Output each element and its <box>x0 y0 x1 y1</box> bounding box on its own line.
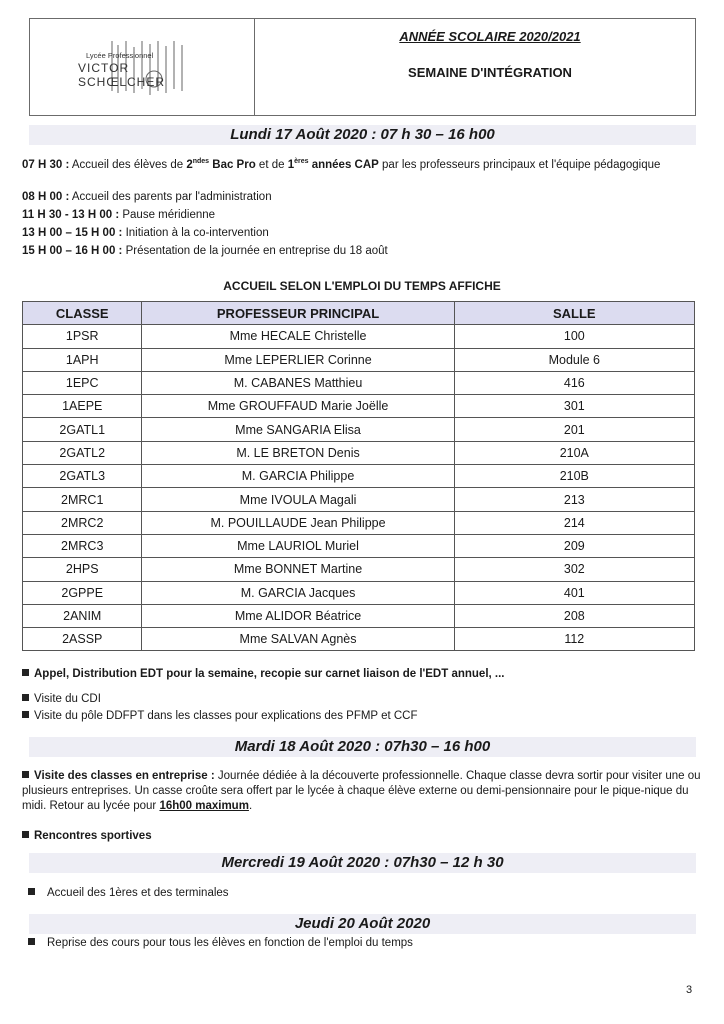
cell-salle: 112 <box>454 628 694 651</box>
cell-salle: 201 <box>454 418 694 441</box>
table-row <box>23 581 695 604</box>
cell-salle: 401 <box>454 581 694 604</box>
tuesday-heading: Mardi 18 Août 2020 : 07h30 – 16 h00 <box>29 737 696 757</box>
school-year: ANNÉE SCOLAIRE 2020/2021 <box>399 29 581 44</box>
logo-text-small: Lycée Professionnel <box>86 51 154 60</box>
cell-classe: 2GATL2 <box>23 441 142 464</box>
table-title: ACCUEIL SELON L'EMPLOI DU TEMPS AFFICHE <box>223 279 501 293</box>
table-row <box>23 418 695 441</box>
schedule-item-1300: 13 H 00 – 15 H 00 : Initiation à la co-intervention <box>22 227 269 239</box>
visite-entreprise-paragraph: Visite des classes en entreprise : Journée dédiée à la découverte professionnelle. Chaque classe devra sortir pour visiter une ou plusieurs entreprises. Un casse croûte sera offert par le lycée à chaque élève externe ou demi-pensionnaire pour le pique-nique du midi. Retour au lycée pour 16h00 maximum. <box>22 770 701 812</box>
cell-salle: 210B <box>454 465 694 488</box>
cell-professeur: M. CABANES Matthieu <box>142 371 454 394</box>
table-row <box>23 325 695 348</box>
schedule-item-1130: 11 H 30 - 13 H 00 : Pause méridienne <box>22 209 216 221</box>
class-table <box>22 301 695 651</box>
column-header-salle: SALLE <box>454 302 694 325</box>
cell-classe: 2ASSP <box>23 628 142 651</box>
cell-classe: 1AEPE <box>23 395 142 418</box>
column-header-classe: CLASSE <box>23 302 142 325</box>
header-divider <box>254 19 255 115</box>
visite-pole-item: Visite du pôle DDFPT dans les classes pour explications des PFMP et CCF <box>22 709 702 723</box>
table-row <box>23 441 695 464</box>
header-box <box>29 18 696 116</box>
cell-salle: 301 <box>454 395 694 418</box>
logo-text-line2: SCHŒLCHER <box>78 75 166 89</box>
cell-classe: 2GATL1 <box>23 418 142 441</box>
cell-classe: 2ANIM <box>23 604 142 627</box>
cell-salle: 213 <box>454 488 694 511</box>
table-row <box>23 628 695 651</box>
cell-classe: 2GATL3 <box>23 465 142 488</box>
table-row <box>23 558 695 581</box>
cell-professeur: Mme ALIDOR Béatrice <box>142 604 454 627</box>
appel-item: Appel, Distribution EDT pour la semaine, recopie sur carnet liaison de l'EDT annuel, ... <box>22 667 702 681</box>
table-row <box>23 511 695 534</box>
cell-professeur: Mme SANGARIA Elisa <box>142 418 454 441</box>
cell-salle: Module 6 <box>454 348 694 371</box>
cell-classe: 2HPS <box>23 558 142 581</box>
cell-professeur: Mme SALVAN Agnès <box>142 628 454 651</box>
table-row <box>23 465 695 488</box>
cell-classe: 1APH <box>23 348 142 371</box>
cell-classe: 2MRC2 <box>23 511 142 534</box>
cell-classe: 2MRC1 <box>23 488 142 511</box>
cell-classe: 1EPC <box>23 371 142 394</box>
cell-salle: 209 <box>454 534 694 557</box>
cell-professeur: M. GARCIA Philippe <box>142 465 454 488</box>
column-header-professeur: PROFESSEUR PRINCIPAL <box>142 302 454 325</box>
thursday-heading: Jeudi 20 Août 2020 <box>29 914 696 934</box>
cell-classe: 1PSR <box>23 325 142 348</box>
cell-professeur: Mme BONNET Martine <box>142 558 454 581</box>
wednesday-heading: Mercredi 19 Août 2020 : 07h30 – 12 h 30 <box>29 853 696 873</box>
schedule-item-1500: 15 H 00 – 16 H 00 : Présentation de la journée en entreprise du 18 août <box>22 245 388 257</box>
cell-classe: 2MRC3 <box>23 534 142 557</box>
cell-professeur: M. POUILLAUDE Jean Philippe <box>142 511 454 534</box>
bullet-square-icon <box>22 669 29 676</box>
table-row <box>23 604 695 627</box>
page-number: 3 <box>686 984 693 996</box>
monday-heading: Lundi 17 Août 2020 : 07 h 30 – 16 h00 <box>29 125 696 145</box>
cell-professeur: Mme GROUFFAUD Marie Joëlle <box>142 395 454 418</box>
cell-salle: 100 <box>454 325 694 348</box>
cell-salle: 210A <box>454 441 694 464</box>
schedule-item-0800: 08 H 00 : Accueil des parents par l'administration <box>22 191 272 203</box>
cell-classe: 2GPPE <box>23 581 142 604</box>
cell-salle: 208 <box>454 604 694 627</box>
cell-salle: 416 <box>454 371 694 394</box>
bullet-square-icon <box>22 771 29 778</box>
accueil-1eres-item: Accueil des 1ères et des terminales <box>28 886 708 900</box>
bullet-square-icon <box>22 711 29 718</box>
reprise-cours-item: Reprise des cours pour tous les élèves en fonction de l'emploi du temps <box>28 936 708 950</box>
bullet-square-icon <box>22 831 29 838</box>
cell-professeur: Mme LAURIOL Muriel <box>142 534 454 557</box>
cell-salle: 302 <box>454 558 694 581</box>
table-row <box>23 348 695 371</box>
schedule-item-0730: 07 H 30 : Accueil des élèves de $2^{ndes}$ Bac Pro et de 1ères années CAP par les professeurs principaux et l'équipe pédagogique <box>22 158 661 171</box>
bullet-square-icon <box>28 888 35 895</box>
table-row <box>23 488 695 511</box>
table-row <box>23 395 695 418</box>
cell-professeur: M. GARCIA Jacques <box>142 581 454 604</box>
visite-cdi-item: Visite du CDI <box>22 692 702 706</box>
table-row <box>23 534 695 557</box>
cell-professeur: M. LE BRETON Denis <box>142 441 454 464</box>
logo-text-line1: VICTOR <box>78 61 130 75</box>
document-title: SEMAINE D'INTÉGRATION <box>408 65 572 80</box>
table-header-row <box>23 302 695 325</box>
rencontres-sportives-item: Rencontres sportives <box>22 829 702 843</box>
table-row <box>23 371 695 394</box>
cell-professeur: Mme LEPERLIER Corinne <box>142 348 454 371</box>
bullet-square-icon <box>28 938 35 945</box>
cell-salle: 214 <box>454 511 694 534</box>
cell-professeur: Mme IVOULA Magali <box>142 488 454 511</box>
cell-professeur: Mme HECALE Christelle <box>142 325 454 348</box>
bullet-square-icon <box>22 694 29 701</box>
school-logo <box>78 41 228 99</box>
